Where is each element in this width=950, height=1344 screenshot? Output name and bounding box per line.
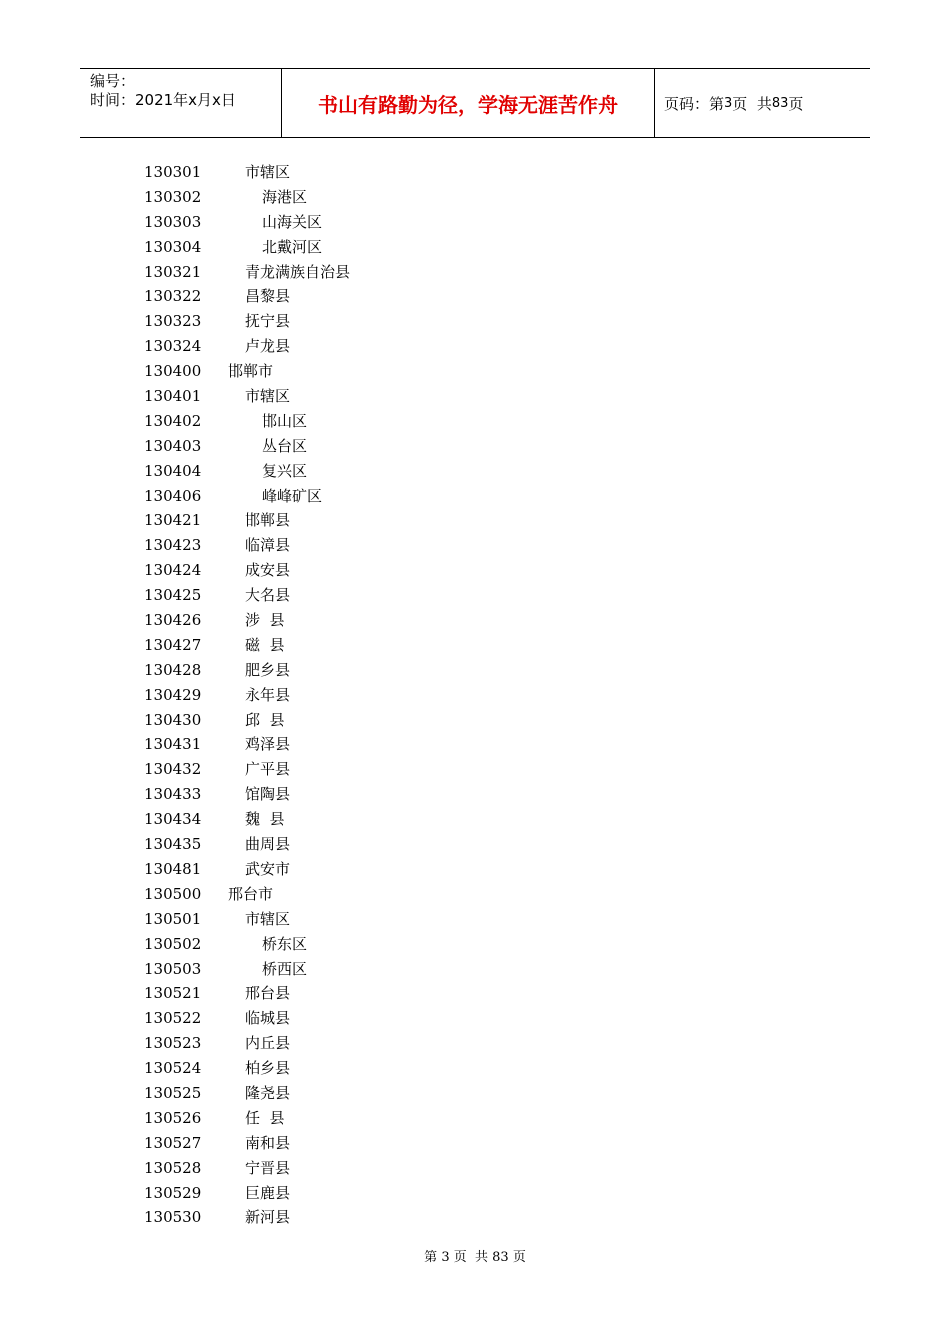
- list-item: [0, 807, 950, 832]
- header-motto: 书山有路勤为径，学海无涯苦作舟: [281, 69, 655, 137]
- list-item: [0, 434, 950, 459]
- page-mid: 页 共: [732, 94, 772, 113]
- region-name: 永年县: [245, 685, 291, 704]
- region-name: 巨鹿县: [245, 1183, 291, 1202]
- region-name: 柏乡县: [245, 1059, 291, 1078]
- region-code: 130429: [144, 685, 202, 704]
- page-suffix: 页: [788, 94, 804, 113]
- region-code: 130428: [144, 660, 202, 679]
- footer-mid: 页 共: [453, 1250, 488, 1265]
- list-item: [0, 459, 950, 484]
- region-name: 邱 县: [245, 710, 285, 729]
- region-code: 130304: [144, 237, 202, 256]
- list-item: [0, 334, 950, 359]
- page-footer: [0, 1246, 950, 1265]
- region-name: 卢龙县: [245, 337, 291, 356]
- list-item: [0, 1156, 950, 1181]
- region-name: 大名县: [245, 586, 291, 605]
- region-code: 130303: [144, 212, 202, 231]
- region-name: 馆陶县: [245, 785, 291, 804]
- list-item: [0, 533, 950, 558]
- region-code: 130430: [144, 710, 202, 729]
- list-item: [0, 708, 950, 733]
- region-code: 130527: [144, 1133, 202, 1152]
- list-item: [0, 882, 950, 907]
- region-code: 130524: [144, 1059, 202, 1078]
- region-code: 130426: [144, 611, 202, 630]
- region-code: 130424: [144, 561, 202, 580]
- region-name: 广平县: [245, 760, 291, 779]
- list-item: [0, 1131, 950, 1156]
- region-name: 市辖区: [245, 163, 291, 181]
- list-item: [0, 757, 950, 782]
- region-code: 130530: [144, 1208, 202, 1227]
- list-item: [0, 384, 950, 409]
- region-code: 130435: [144, 835, 202, 854]
- region-name: 南和县: [245, 1133, 291, 1152]
- header-info: [80, 69, 280, 137]
- list-item: [0, 583, 950, 608]
- region-name: 涉 县: [245, 611, 285, 630]
- page-header: [80, 68, 870, 138]
- region-code: 130404: [144, 461, 202, 480]
- list-item: [0, 484, 950, 509]
- region-name: 隆尧县: [245, 1083, 291, 1102]
- region-code: 130523: [144, 1034, 202, 1053]
- list-item: [0, 508, 950, 533]
- region-code: 130433: [144, 785, 202, 804]
- region-name: 临漳县: [245, 536, 291, 555]
- list-item: [0, 1181, 950, 1206]
- footer-total: 83: [492, 1250, 509, 1265]
- region-code: 130301: [144, 163, 202, 181]
- region-name: 任 县: [245, 1108, 285, 1127]
- region-name: 邯郸市: [228, 362, 274, 381]
- region-name: 魏 县: [245, 810, 285, 829]
- region-code: 130402: [144, 411, 202, 430]
- region-name: 内丘县: [245, 1034, 291, 1053]
- region-code: 130503: [144, 959, 202, 978]
- region-name: 抚宁县: [245, 312, 291, 331]
- time-label: 时间：2021年x月x日: [90, 91, 236, 109]
- region-name: 武安市: [245, 859, 291, 878]
- region-code: 130421: [144, 511, 202, 530]
- list-item: [0, 857, 950, 882]
- list-item: [0, 160, 950, 185]
- region-name: 峰峰矿区: [262, 486, 323, 505]
- region-code: 130324: [144, 337, 202, 356]
- region-name: 鸡泽县: [245, 735, 291, 754]
- region-name: 邢台市: [228, 884, 274, 903]
- list-item: [0, 683, 950, 708]
- list-item: [0, 782, 950, 807]
- page-current: 3: [724, 95, 733, 111]
- region-code-list: [0, 160, 950, 1230]
- region-code: 130528: [144, 1158, 202, 1177]
- list-item: [0, 633, 950, 658]
- list-item: [0, 359, 950, 384]
- list-item: [0, 932, 950, 957]
- region-name: 山海关区: [262, 212, 323, 231]
- list-item: [0, 1031, 950, 1056]
- list-item: [0, 732, 950, 757]
- region-name: 青龙满族自治县: [245, 262, 351, 281]
- list-item: [0, 608, 950, 633]
- list-item: [0, 1056, 950, 1081]
- list-item: [0, 907, 950, 932]
- serial-label: 编号：: [90, 72, 136, 90]
- region-code: 130522: [144, 1009, 202, 1028]
- region-code: 130425: [144, 586, 202, 605]
- region-code: 130432: [144, 760, 202, 779]
- region-code: 130481: [144, 859, 202, 878]
- region-name: 邯郸县: [245, 511, 291, 530]
- region-code: 130400: [144, 362, 202, 381]
- list-item: [0, 832, 950, 857]
- list-item: [0, 1205, 950, 1230]
- list-item: [0, 658, 950, 683]
- list-item: [0, 210, 950, 235]
- region-code: 130323: [144, 312, 202, 331]
- region-code: 130526: [144, 1108, 202, 1127]
- list-item: [0, 409, 950, 434]
- region-code: 130431: [144, 735, 202, 754]
- region-name: 肥乡县: [245, 660, 291, 679]
- region-code: 130525: [144, 1083, 202, 1102]
- region-name: 临城县: [245, 1009, 291, 1028]
- region-name: 磁 县: [245, 635, 285, 654]
- region-code: 130502: [144, 934, 202, 953]
- region-name: 复兴区: [262, 461, 308, 480]
- region-code: 130401: [144, 387, 202, 406]
- region-name: 桥东区: [262, 934, 308, 953]
- page-total: 83: [771, 95, 789, 111]
- region-code: 130403: [144, 436, 202, 455]
- region-name: 桥西区: [262, 959, 308, 978]
- region-code: 130521: [144, 984, 202, 1003]
- list-item: [0, 185, 950, 210]
- region-name: 曲周县: [245, 835, 291, 854]
- list-item: [0, 957, 950, 982]
- region-name: 邢台县: [245, 984, 291, 1003]
- header-page-indicator: [664, 69, 803, 137]
- region-name: 北戴河区: [262, 237, 323, 256]
- region-name: 昌黎县: [245, 287, 291, 306]
- region-name: 丛台区: [262, 436, 308, 455]
- region-code: 130434: [144, 810, 202, 829]
- list-item: [0, 558, 950, 583]
- list-item: [0, 235, 950, 260]
- region-code: 130427: [144, 635, 202, 654]
- region-name: 市辖区: [245, 909, 291, 928]
- footer-prefix: 第: [424, 1250, 438, 1265]
- region-code: 130423: [144, 536, 202, 555]
- region-name: 市辖区: [245, 387, 291, 406]
- region-code: 130529: [144, 1183, 202, 1202]
- page-prefix: 页码：第: [664, 94, 725, 113]
- region-name: 新河县: [245, 1208, 291, 1227]
- region-code: 130321: [144, 262, 202, 281]
- region-code: 130322: [144, 287, 202, 306]
- region-name: 成安县: [245, 561, 291, 580]
- list-item: [0, 981, 950, 1006]
- region-code: 130302: [144, 187, 202, 206]
- region-name: 海港区: [262, 187, 308, 206]
- list-item: [0, 1006, 950, 1031]
- list-item: [0, 1081, 950, 1106]
- list-item: [0, 284, 950, 309]
- footer-current: 3: [441, 1250, 450, 1265]
- footer-suffix: 页: [512, 1250, 526, 1265]
- list-item: [0, 260, 950, 285]
- list-item: [0, 1106, 950, 1131]
- region-name: 邯山区: [262, 411, 308, 430]
- region-name: 宁晋县: [245, 1158, 291, 1177]
- region-code: 130406: [144, 486, 202, 505]
- list-item: [0, 309, 950, 334]
- region-code: 130500: [144, 884, 202, 903]
- region-code: 130501: [144, 909, 202, 928]
